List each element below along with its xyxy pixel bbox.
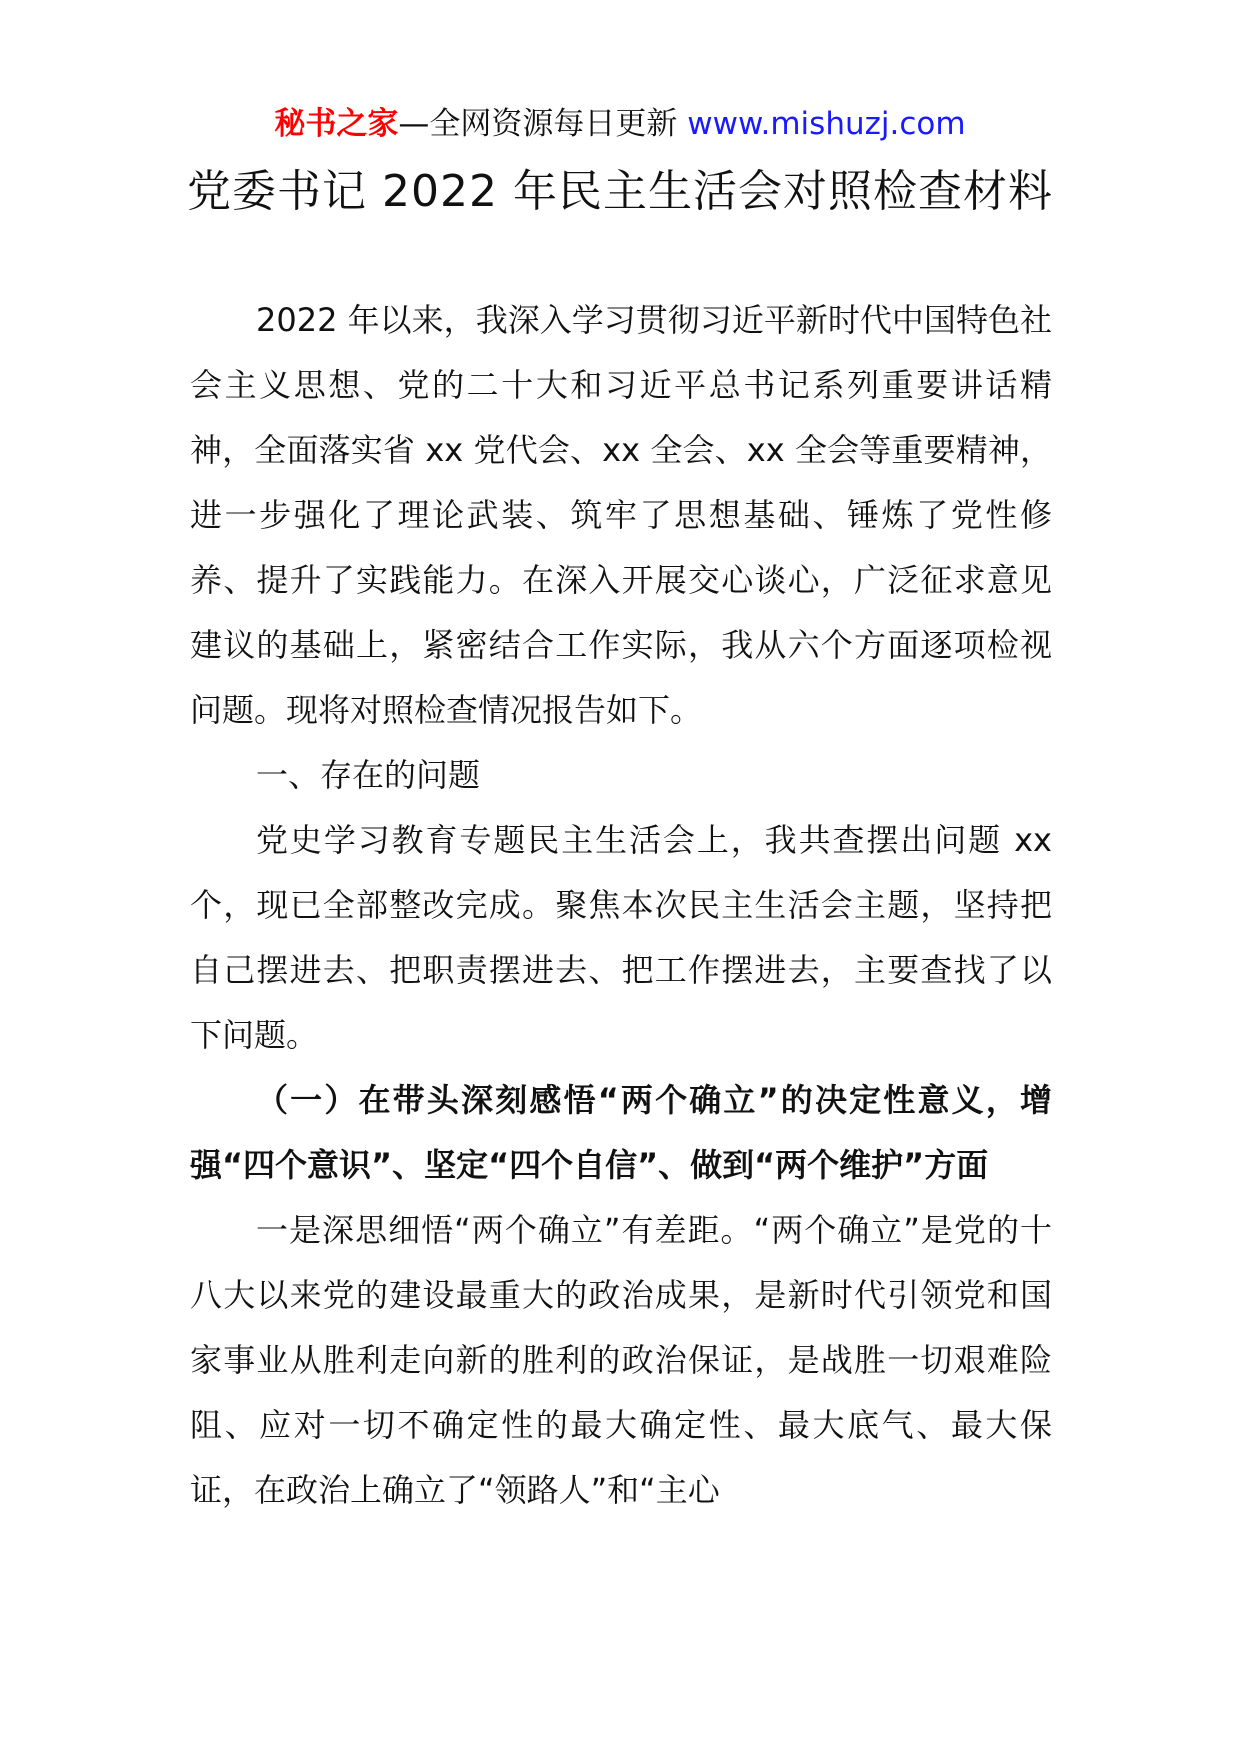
subsection-heading: （一）在带头深刻感悟“两个确立”的决定性意义，增强“四个意识”、坚定“四个自信”、做到“两个维护”方面 <box>190 1081 1052 1184</box>
point-one-paragraph: 一是深思细悟“两个确立”有差距。“两个确立”是党的十八大以来党的建设最重大的政治成果，是新时代引领党和国家事业从胜利走向新的胜利的政治保证，是战胜一切艰难险阻、应对一切不确定性的最大确定性、最大底气、最大保证，在政治上确立了“领路人”和“主心 <box>190 1211 1052 1509</box>
site-header <box>0 100 1240 148</box>
site-slogan: —全网资源每日更新 <box>398 106 688 142</box>
section-heading: 一、存在的问题 <box>256 756 481 794</box>
intro-paragraph: 2022 年以来，我深入学习贯彻习近平新时代中国特色社会主义思想、党的二十大和习近平总书记系列重要讲话精神，全面落实省 xx 党代会、xx 全会、xx 全会等重要精神，进一步强化了理论武装、筑牢了思想基础、锤炼了党性修养、提升了实践能力。在深入开展交心谈心，广泛征求意见建议的基础上，紧密结合工作实际，我从六个方面逐项检视问题。现将对照检查情况报告如下。 <box>190 301 1052 729</box>
problems-paragraph: 党史学习教育专题民主生活会上，我共查摆出问题 xx 个，现已全部整改完成。聚焦本次民主生活会主题，坚持把自己摆进去、把职责摆进去、把工作摆进去，主要查找了以下问题。 <box>190 821 1052 1054</box>
site-url-link[interactable]: www.mishuzj.com <box>687 106 966 142</box>
site-name: 秘书之家 <box>274 106 399 142</box>
document-title: 党委书记 2022 年民主生活会对照检查材料 <box>187 166 1053 217</box>
document-body <box>190 288 1052 1523</box>
